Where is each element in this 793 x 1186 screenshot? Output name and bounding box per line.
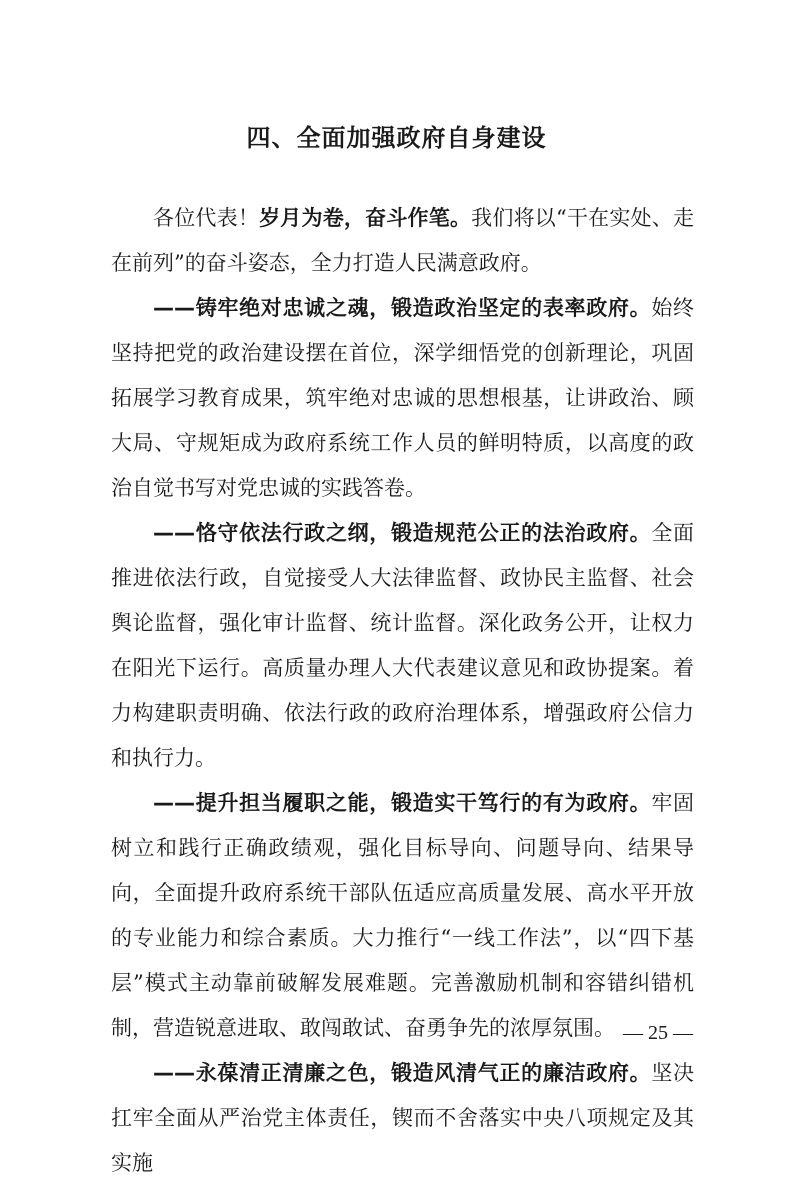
paragraph-lead: ——永葆清正清廉之色，锻造风清气正的廉洁政府。 [153,1061,652,1085]
paragraph-rule-of-law [111,511,694,781]
paragraph-loyalty [111,286,694,511]
paragraph-intro [111,196,694,286]
page-number: — 25 — [623,1022,693,1044]
section-heading: 四、全面加强政府自身建设 [246,124,547,152]
paragraph-lead: 岁月为卷，奋斗作笔。 [259,206,472,230]
paragraph-prefix: 各位代表！ [153,206,260,230]
paragraph-integrity [111,1051,694,1186]
paragraph-text: 坚决扛牢全面从严治党主体责任，锲而不舍落实中央八项规定及其实施 [111,1061,695,1175]
paragraph-performance [111,781,694,1051]
paragraph-text: 全面推进依法行政，自觉接受人大法律监督、政协民主监督、社会舆论监督，强化审计监督、统计监督。深化政务公开，让权力在阳光下运行。高质量办理人大代表建议意见和政协提案。着力构建职责明确、依法行政的政府治理体系，增强政府公信力和执行力。 [111,521,695,770]
body-text [111,196,694,1186]
paragraph-text: 我们将以“干在实处、走在前列”的奋斗姿态，全力打造人民满意政府。 [111,206,695,275]
paragraph-text: 始终坚持把党的政治建设摆在首位，深学细悟党的创新理论，巩固拓展学习教育成果，筑牢绝对忠诚的思想根基，让讲政治、顾大局、守规矩成为政府系统工作人员的鲜明特质，以高度的政治自觉书写对党忠诚的实践答卷。 [111,296,695,500]
paragraph-lead: ——铸牢绝对忠诚之魂，锻造政治坚定的表率政府。 [153,296,652,320]
paragraph-lead: ——提升担当履职之能，锻造实干笃行的有为政府。 [153,791,652,815]
paragraph-text: 牢固树立和践行正确政绩观，强化目标导向、问题导向、结果导向，全面提升政府系统干部队伍适应高质量发展、高水平开放的专业能力和综合素质。大力推行“一线工作法”，以“四下基层”模式主动靠前破解发展难题。完善激励机制和容错纠错机制，营造锐意进取、敢闯敢试、奋勇争先的浓厚氛围。 [111,791,695,1040]
paragraph-lead: ——恪守依法行政之纲，锻造规范公正的法治政府。 [153,521,652,545]
